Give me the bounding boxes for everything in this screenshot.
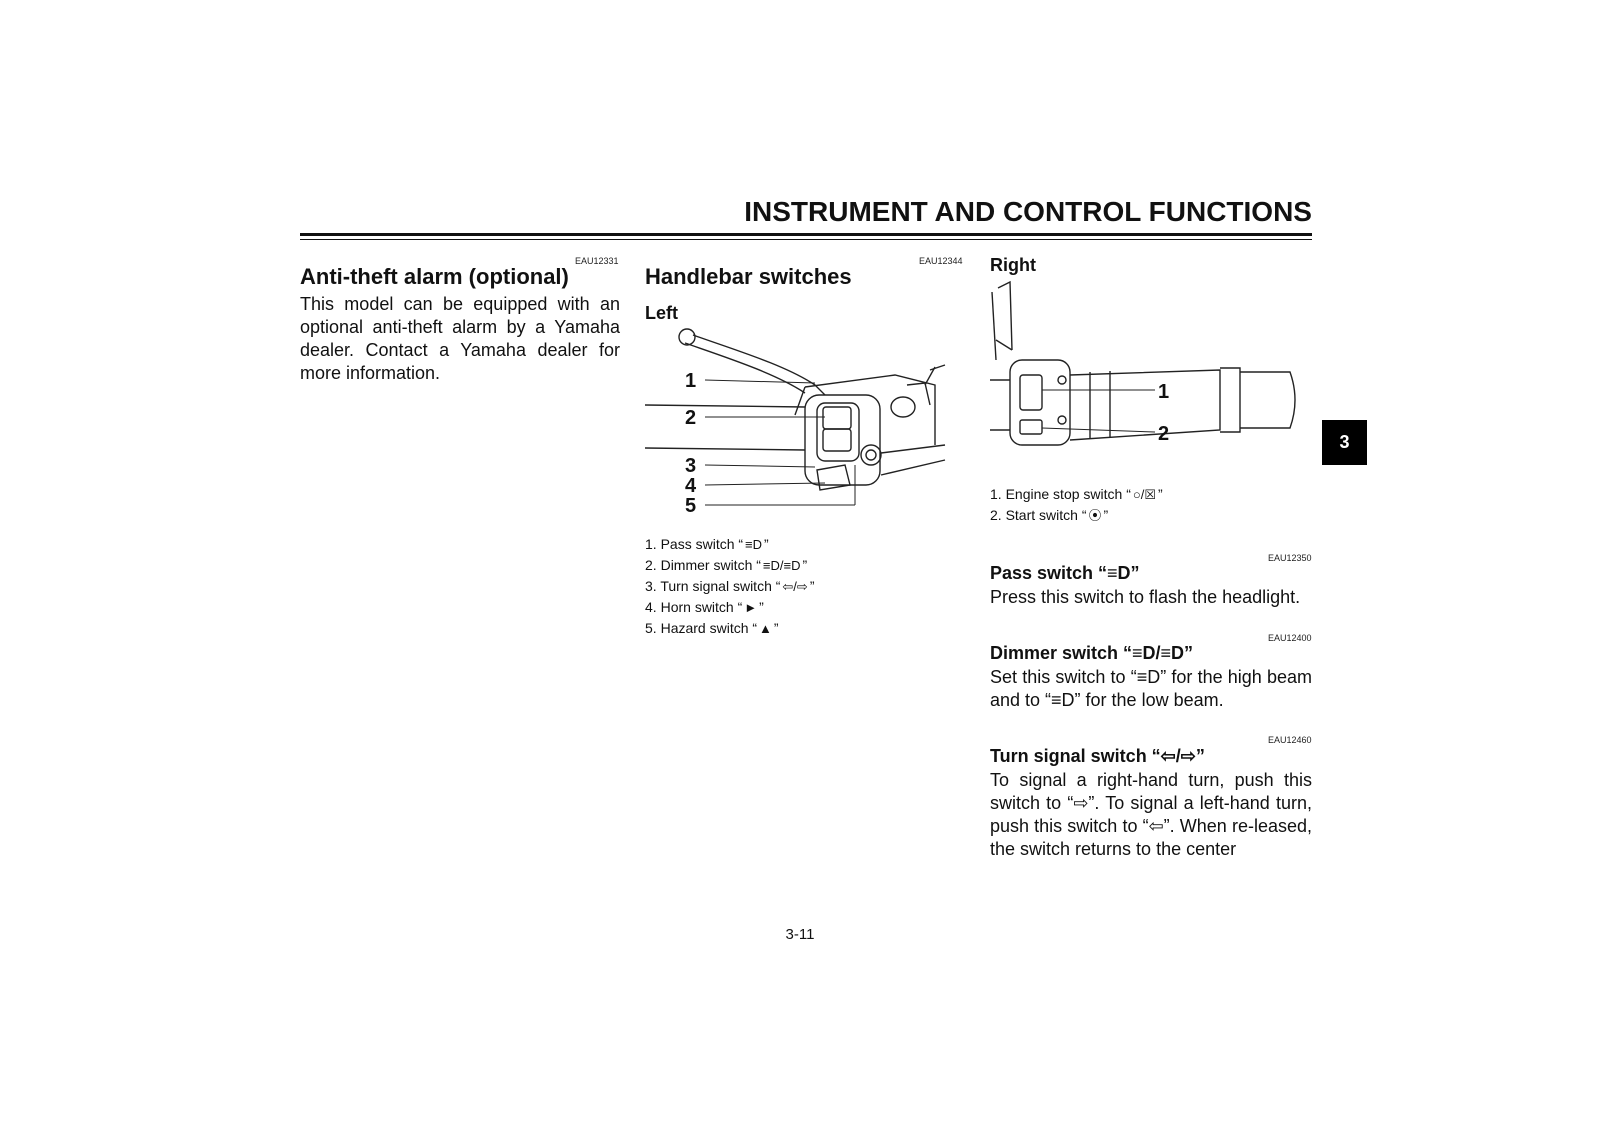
figure-label: 2 xyxy=(685,407,697,429)
pass-switch-icon: ≡D xyxy=(745,537,763,552)
caption-item: 2. Dimmer switch “ ≡D/≡D ” xyxy=(645,555,814,576)
figure-subheading: Right xyxy=(990,255,1036,275)
figure-label: 1 xyxy=(1158,381,1170,403)
caption-item: 1. Pass switch “ ≡D ” xyxy=(645,534,814,555)
section-heading: Pass switch “≡D” xyxy=(990,563,1140,583)
figure-subheading: Left xyxy=(645,303,678,323)
caption-item: 4. Horn switch “ ► ” xyxy=(645,597,814,618)
section-heading: Anti-theft alarm (optional) xyxy=(300,264,569,289)
section-heading: Dimmer switch “≡D/≡D” xyxy=(990,643,1194,663)
start-switch-icon: ⦿ xyxy=(1088,508,1102,523)
figure-label: 3 xyxy=(685,455,697,477)
section-body: This model can be equipped with an optional anti-theft alarm by a Yamaha dealer. Contact a Yamaha dealer for more information. xyxy=(300,294,620,383)
section-code: EAU12400 xyxy=(1268,633,1312,643)
figure-label: 1 xyxy=(685,370,697,392)
turn-signal-icon: ⇦/⇨ xyxy=(782,579,808,594)
engine-stop-icon: ○/☒ xyxy=(1132,487,1156,502)
caption-item: 2. Start switch “ ⦿ ” xyxy=(990,505,1163,526)
figure-label: 5 xyxy=(685,495,697,517)
right-handlebar-illustration xyxy=(990,280,1310,470)
section-code: EAU12344 xyxy=(919,256,963,266)
figure-label: 2 xyxy=(1158,423,1170,445)
left-handlebar-illustration xyxy=(645,325,950,530)
chapter-tab: 3 xyxy=(1322,420,1367,465)
section-heading: Turn signal switch “⇦/⇨” xyxy=(990,746,1205,766)
caption-item: 5. Hazard switch “ ▲ ” xyxy=(645,618,814,639)
section-code: EAU12331 xyxy=(575,256,619,266)
left-figure-captions xyxy=(645,534,814,639)
section-heading: Handlebar switches xyxy=(645,264,852,289)
header-rule-thin xyxy=(300,239,1312,240)
caption-item: 1. Engine stop switch “ ○/☒ ” xyxy=(990,484,1163,505)
dimmer-switch-icon: ≡D/≡D xyxy=(762,558,801,573)
section-code: EAU12460 xyxy=(1268,735,1312,745)
section-body: Press this switch to flash the headlight. xyxy=(990,587,1301,607)
caption-item: 3. Turn signal switch “ ⇦/⇨ ” xyxy=(645,576,814,597)
horn-icon: ► xyxy=(744,600,758,615)
page-number: 3-11 xyxy=(785,926,815,943)
section-body: To signal a right-hand turn, push this switch to “⇨”. To signal a left-hand turn, push this switch to “⇦”. When re-leased, the switch returns to the center xyxy=(990,770,1312,859)
header-rule-thick xyxy=(300,233,1312,236)
right-figure-captions xyxy=(990,484,1163,526)
section-body: Set this switch to “≡D” for the high beam and to “≡D” for the low beam. xyxy=(990,667,1312,710)
section-code: EAU12350 xyxy=(1268,553,1312,563)
page-title: INSTRUMENT AND CONTROL FUNCTIONS xyxy=(744,196,1312,227)
figure-label: 4 xyxy=(685,475,697,497)
hazard-icon: ▲ xyxy=(759,621,772,636)
